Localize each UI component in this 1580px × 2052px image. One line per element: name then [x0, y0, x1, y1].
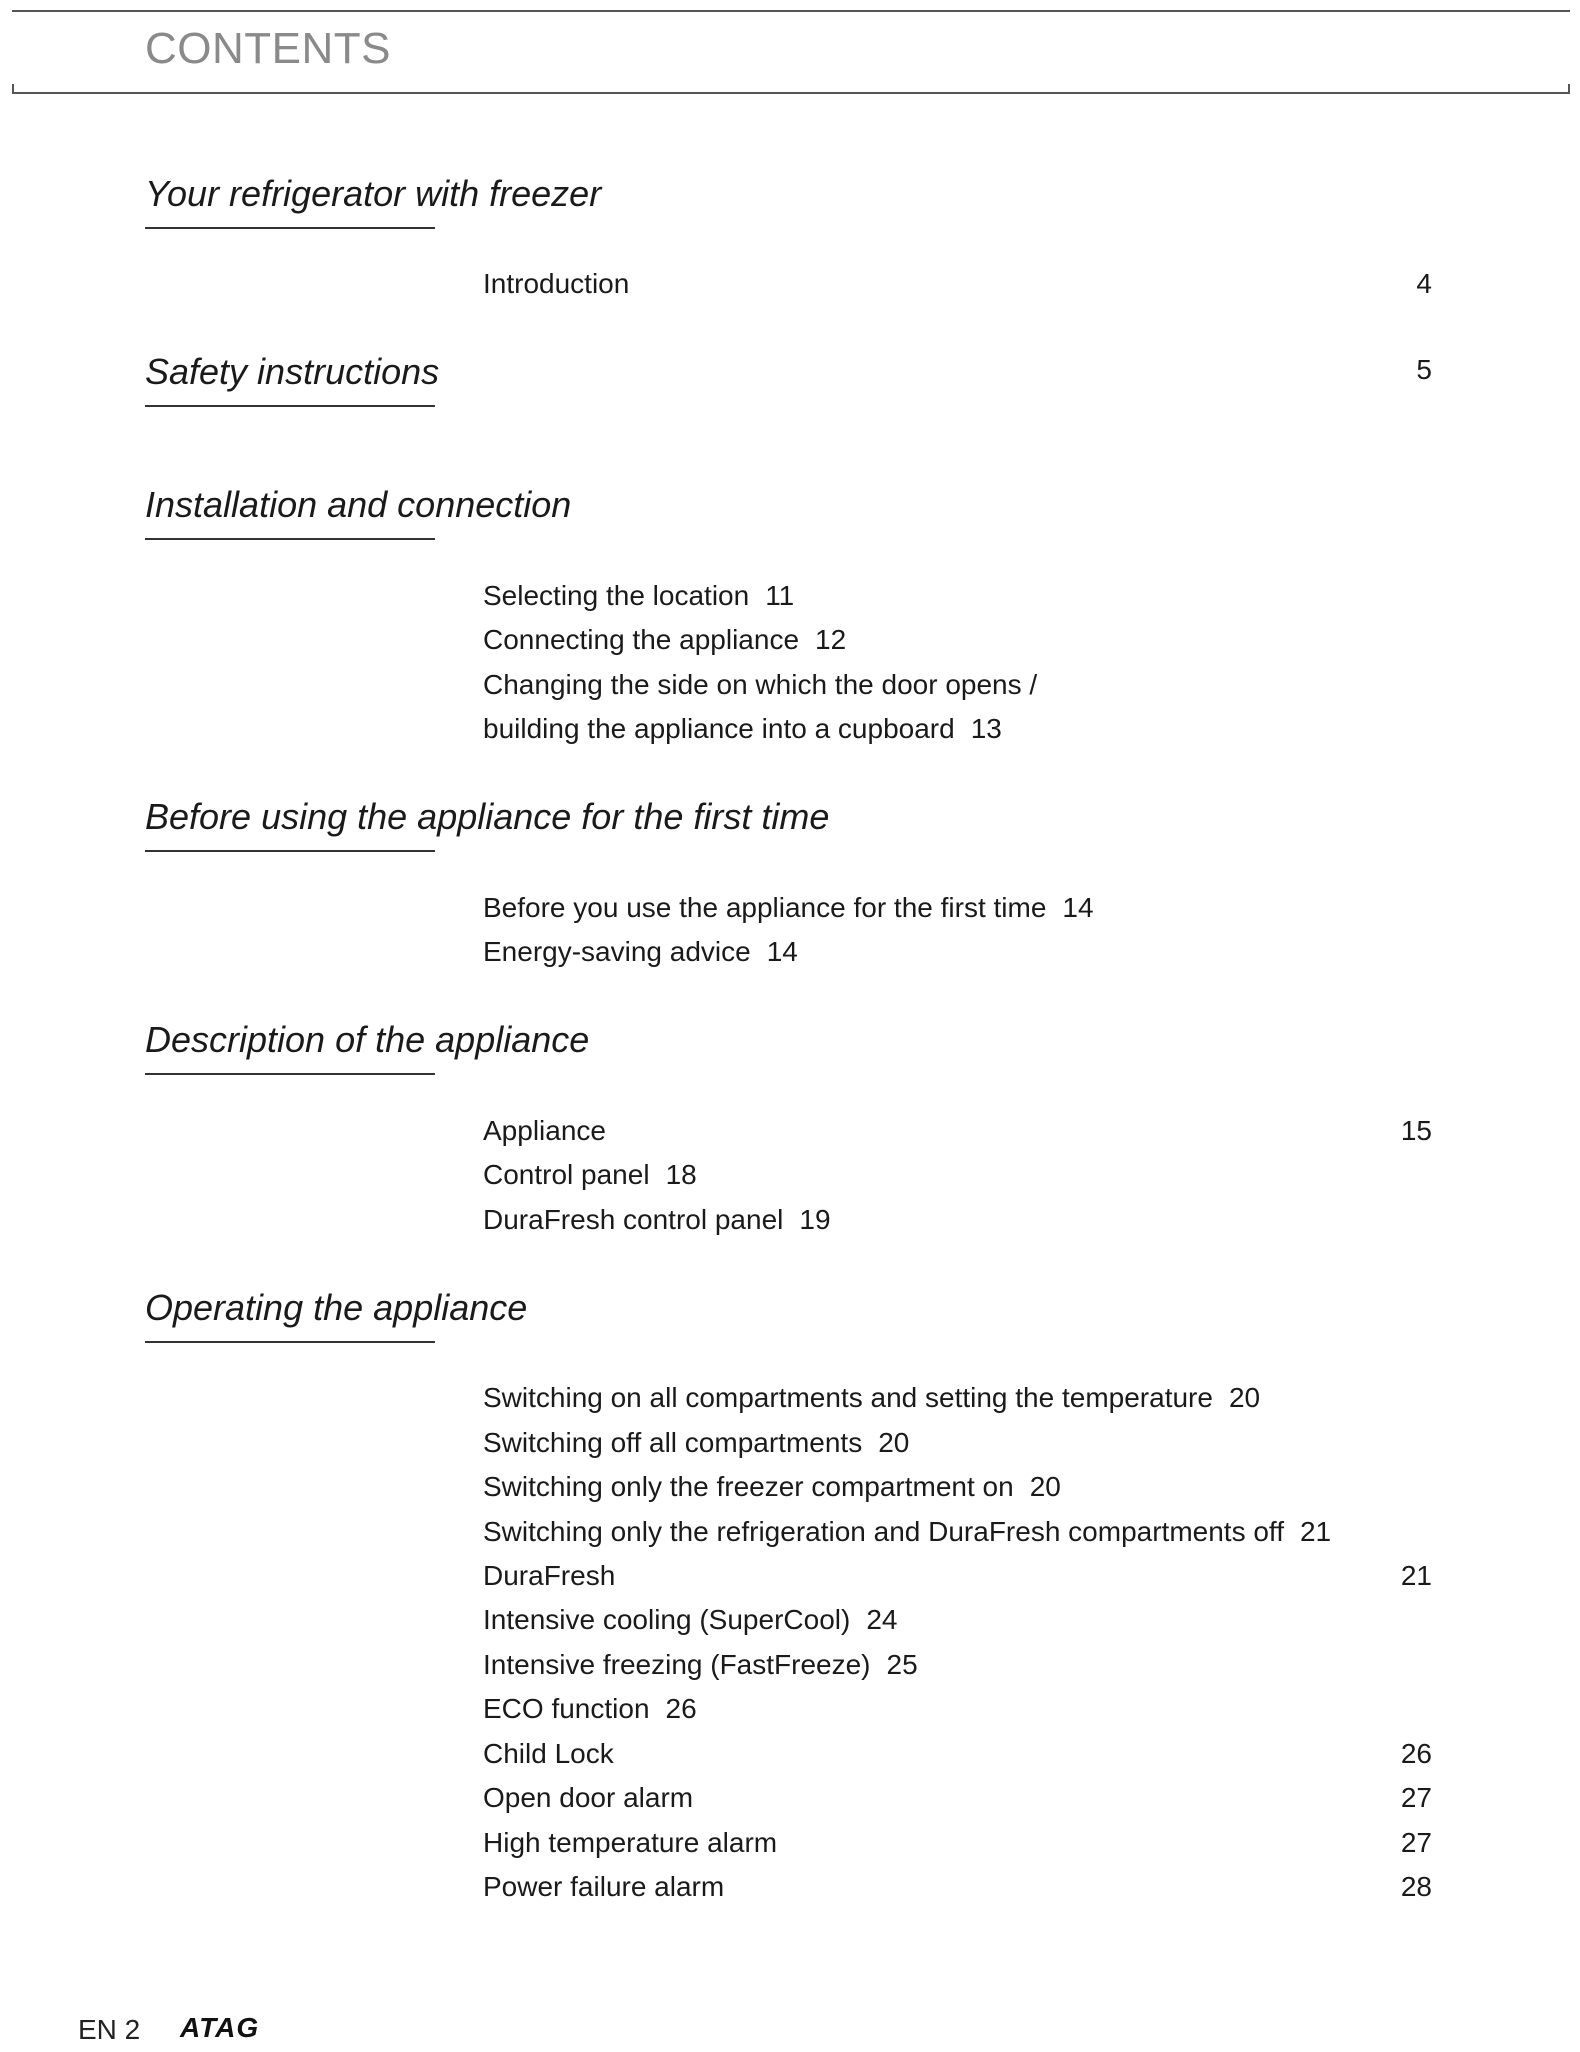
section-underline — [145, 227, 435, 229]
toc-page-safety: 5 — [1416, 354, 1432, 385]
toc-entry-durafresh-panel[interactable] — [483, 1204, 831, 1236]
header-rule-tick-left — [12, 84, 14, 94]
toc-entry-label: Control panel — [483, 1159, 650, 1190]
toc-page-introduction: 4 — [1416, 268, 1432, 299]
toc-entry-page: 24 — [866, 1604, 898, 1635]
toc-page-power-failure-alarm: 28 — [1400, 1871, 1432, 1902]
toc-entry-page: 12 — [815, 624, 847, 655]
footer-page-number: EN 2 — [78, 2014, 141, 2045]
toc-entry-label: building the appliance into a cupboard — [483, 713, 955, 744]
toc-entry-label: Selecting the location — [483, 580, 750, 611]
toc-entry-switch-on-all[interactable] — [483, 1382, 1260, 1414]
toc-entry-page: 18 — [665, 1159, 697, 1190]
section-underline — [145, 405, 435, 407]
toc-entry-high-temp-alarm[interactable]: High temperature alarm — [483, 1827, 778, 1858]
toc-entry-control-panel[interactable] — [483, 1159, 697, 1191]
toc-entry-label: Switching on all compartments and setting the temperature — [483, 1382, 1213, 1413]
toc-entry-refrigeration-off[interactable] — [483, 1516, 1331, 1548]
toc-entry-label: DuraFresh control panel — [483, 1204, 784, 1235]
toc-entry-supercool[interactable] — [483, 1604, 897, 1636]
section-title-safety: Safety instructions — [145, 351, 440, 392]
toc-entry-page: 19 — [799, 1204, 831, 1235]
toc-entry-label: Switching off all compartments — [483, 1427, 863, 1458]
toc-entry-fastfreeze[interactable] — [483, 1649, 918, 1681]
toc-entry-changing-door[interactable]: Changing the side on which the door opens / — [483, 669, 1038, 700]
toc-entry-building-in[interactable] — [483, 713, 1002, 745]
toc-entry-durafresh[interactable]: DuraFresh — [483, 1560, 616, 1591]
header-rule-tick-right — [1568, 84, 1570, 94]
toc-entry-page: 14 — [1062, 892, 1094, 923]
toc-entry-label: Intensive cooling (SuperCool) — [483, 1604, 851, 1635]
toc-entry-freezer-on[interactable] — [483, 1471, 1061, 1503]
section-title-installation: Installation and connection — [145, 484, 572, 525]
toc-entry-page: 20 — [1029, 1471, 1061, 1502]
section-title-before-first-use: Before using the appliance for the first time — [145, 796, 830, 837]
toc-entry-label: Intensive freezing (FastFreeze) — [483, 1649, 871, 1680]
toc-entry-page: 25 — [886, 1649, 918, 1680]
toc-page-high-temp-alarm: 27 — [1400, 1827, 1432, 1858]
toc-entry-child-lock[interactable]: Child Lock — [483, 1738, 614, 1769]
toc-page-open-door-alarm: 27 — [1400, 1782, 1432, 1813]
top-rule — [12, 10, 1570, 12]
toc-entry-eco-function[interactable] — [483, 1693, 697, 1725]
section-title-operating: Operating the appliance — [145, 1287, 528, 1328]
toc-entry-label: Switching only the refrigeration and DuraFresh compartments off — [483, 1516, 1284, 1547]
toc-entry-page: 20 — [1228, 1382, 1261, 1413]
toc-entry-label: Connecting the appliance — [483, 624, 800, 655]
toc-entry-label: ECO function — [483, 1693, 650, 1724]
toc-entry-page: 26 — [665, 1693, 697, 1724]
toc-entry-label: Energy-saving advice — [483, 936, 751, 967]
toc-entry-page: 14 — [766, 936, 798, 967]
toc-entry-connecting[interactable] — [483, 624, 846, 656]
section-underline — [145, 538, 435, 540]
toc-entry-open-door-alarm[interactable]: Open door alarm — [483, 1782, 694, 1813]
toc-entry-page: 20 — [878, 1427, 910, 1458]
toc-entry-energy-saving[interactable] — [483, 936, 798, 968]
section-title-your-refrigerator: Your refrigerator with freezer — [145, 173, 602, 214]
toc-entry-selecting-location[interactable] — [483, 580, 794, 612]
toc-page-child-lock: 26 — [1400, 1738, 1432, 1769]
toc-entry-power-failure-alarm[interactable]: Power failure alarm — [483, 1871, 725, 1902]
page-title: CONTENTS — [145, 24, 391, 73]
toc-page-durafresh: 21 — [1400, 1560, 1432, 1591]
toc-entry-page: 11 — [765, 580, 795, 611]
toc-entry-first-use[interactable] — [483, 892, 1094, 924]
header-rule — [12, 92, 1570, 94]
brand-logo: ATAG — [180, 2012, 260, 2043]
toc-entry-appliance[interactable]: Appliance — [483, 1115, 606, 1146]
toc-entry-page: 21 — [1299, 1516, 1332, 1547]
toc-entry-switch-off-all[interactable] — [483, 1427, 909, 1459]
section-underline — [145, 1341, 435, 1343]
section-underline — [145, 850, 435, 852]
toc-entry-page: 13 — [970, 713, 1002, 744]
section-title-description: Description of the appliance — [145, 1019, 590, 1060]
section-underline — [145, 1073, 435, 1075]
toc-entry-introduction[interactable]: Introduction — [483, 268, 630, 299]
toc-entry-label: Before you use the appliance for the first time — [483, 892, 1047, 923]
toc-entry-label: Switching only the freezer compartment on — [483, 1471, 1014, 1502]
toc-page-appliance: 15 — [1400, 1115, 1432, 1146]
